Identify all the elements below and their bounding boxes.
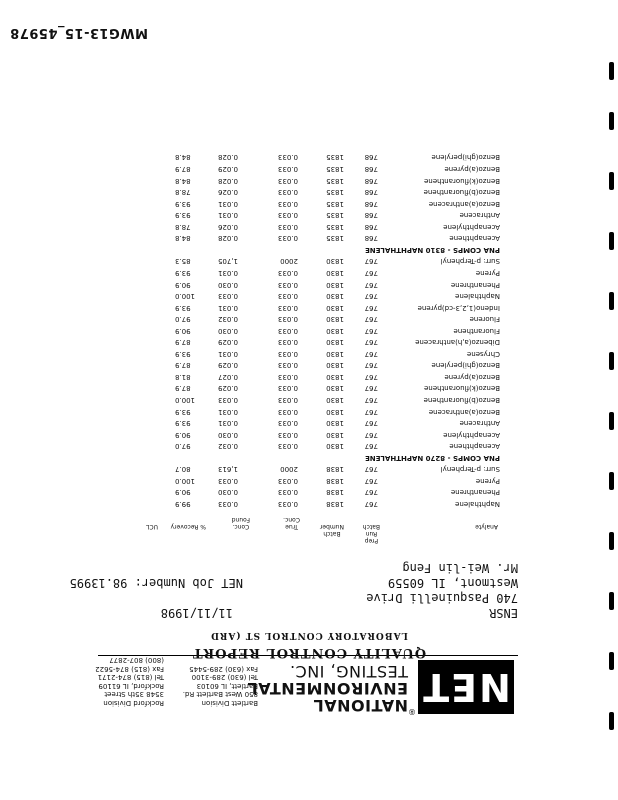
cell-prep-batch: 768 — [364, 199, 378, 208]
cell-analyte: Benzo(a)pyrene — [444, 372, 500, 381]
column-header-ucl — [146, 523, 158, 530]
cell-run-batch: 1830 — [326, 292, 344, 301]
branch-address-bartlett — [183, 665, 258, 708]
cell-pct-recovery: 99.9 — [175, 500, 191, 508]
table-row — [0, 208, 618, 219]
cell-analyte: Benzo(b)fluoranthene — [423, 396, 500, 405]
binder-mark — [609, 292, 614, 310]
column-header-prep-batch — [363, 523, 380, 544]
cell-analyte: Fluorene — [469, 315, 500, 324]
cell-prep-batch: 768 — [364, 165, 378, 174]
cell-conc-found: 0.029 — [218, 165, 239, 174]
cell-analyte: Benzo(a)anthracene — [428, 407, 500, 416]
branch-rockford-line: Rockford Division — [103, 699, 164, 707]
binder-mark — [609, 712, 614, 730]
branch-rockford-line: 3548 35th Street — [104, 690, 164, 699]
cell-conc-found: 0.032 — [218, 442, 239, 451]
cell-conc-found: 1,705 — [218, 257, 239, 266]
branch-bartlett-line: 850 West Bartlett Rd. — [182, 690, 258, 699]
cell-analyte: Indeno(1,2,3-cd)pyrene — [417, 303, 500, 312]
cell-true-conc: 0.033 — [277, 222, 298, 231]
cell-prep-batch: 767 — [364, 488, 378, 497]
cell-conc-found: 0.032 — [218, 315, 239, 324]
cell-true-conc: 0.033 — [277, 326, 298, 335]
column-header-conc-found-line: Conc. — [232, 523, 250, 530]
cell-prep-batch: 767 — [364, 257, 378, 266]
cell-conc-found: 0.026 — [218, 222, 239, 231]
cell-run-batch: 1830 — [326, 303, 344, 312]
cell-run-batch: 1838 — [326, 476, 344, 485]
client-address-line1: 740 Pasquinelli Drive — [366, 591, 518, 605]
cell-conc-found: 0.029 — [218, 384, 239, 393]
cell-analyte: Acenaphthene — [449, 442, 500, 451]
cell-run-batch: 1835 — [326, 188, 344, 197]
cell-run-batch: 1830 — [326, 269, 344, 277]
cell-conc-found: 0.028 — [218, 234, 239, 243]
cell-run-batch: 1830 — [326, 384, 344, 393]
column-header-run-batch — [320, 523, 344, 537]
table-row — [0, 416, 618, 427]
cell-analyte: Anthracene — [459, 211, 500, 220]
cell-prep-batch: 767 — [364, 361, 378, 370]
cell-analyte: Chrysene — [466, 349, 500, 358]
binder-mark — [609, 652, 614, 670]
cell-pct-recovery: 80.7 — [175, 465, 191, 474]
cell-run-batch: 1830 — [326, 326, 344, 335]
column-header-true-conc — [283, 516, 300, 530]
cell-analyte: Benzo(ghi)perylene — [431, 361, 500, 370]
cell-true-conc: 0.033 — [277, 292, 298, 301]
company-name-line2: ENVIRONMENTAL — [247, 679, 408, 698]
cell-pct-recovery: 87.9 — [175, 338, 191, 347]
cell-true-conc: 0.033 — [277, 338, 298, 347]
cell-conc-found: 0.026 — [218, 188, 239, 197]
cell-pct-recovery: 87.9 — [175, 165, 191, 174]
cell-run-batch: 1835 — [326, 222, 344, 231]
cell-true-conc: 2000 — [280, 465, 298, 474]
cell-true-conc: 0.033 — [277, 430, 298, 439]
binder-mark — [609, 62, 614, 80]
cell-analyte: Naphthalene — [455, 500, 500, 508]
cell-prep-batch: 767 — [364, 372, 378, 381]
cell-conc-found: 0.031 — [218, 349, 239, 358]
cell-prep-batch: 767 — [364, 476, 378, 485]
report-subtitle: LABORATORY CONTROL ST (ARD — [210, 630, 408, 640]
cell-run-batch: 1835 — [326, 176, 344, 185]
cell-prep-batch: 767 — [364, 419, 378, 428]
cell-pct-recovery: 90.9 — [175, 326, 191, 335]
report-title: QUALITY CONTROL REPORT — [191, 645, 427, 660]
cell-true-conc: 0.033 — [277, 384, 298, 393]
cell-pct-recovery: 100.0 — [175, 476, 196, 485]
column-header-pct-recovery-line: % Recovery — [170, 523, 206, 530]
cell-pct-recovery: 84.8 — [175, 234, 191, 243]
table-row — [0, 370, 618, 381]
column-header-analyte-label: Analyte — [475, 523, 498, 530]
table-section-header — [0, 451, 618, 462]
cell-analyte: Phenanthrene — [450, 280, 500, 289]
column-header-prep-batch-line: Prep — [364, 537, 379, 544]
cell-run-batch: 1830 — [326, 419, 344, 428]
table-row — [0, 382, 618, 393]
binder-mark — [609, 112, 614, 130]
cell-pct-recovery: 87.9 — [175, 361, 191, 370]
cell-conc-found: 0.031 — [218, 419, 239, 428]
table-row — [0, 312, 618, 323]
registered-mark: ® — [408, 707, 416, 716]
cell-conc-found: 0.031 — [218, 211, 239, 220]
cell-prep-batch: 768 — [364, 211, 378, 220]
cell-true-conc: 0.033 — [277, 442, 298, 451]
table-row — [0, 197, 618, 208]
cell-prep-batch: 767 — [364, 430, 378, 439]
cell-pct-recovery: 93.9 — [175, 419, 191, 428]
cell-run-batch: 1830 — [326, 315, 344, 324]
cell-true-conc: 0.033 — [277, 165, 298, 174]
client-attention: Mr. Wei-lin Feng — [402, 561, 518, 575]
branch-bartlett-line: Bartlett, IL 60103 — [196, 682, 258, 690]
branch-bartlett-line: Tel (630) 289-3100 — [191, 673, 258, 682]
cell-true-conc: 0.033 — [277, 303, 298, 312]
table-row — [0, 220, 618, 231]
cell-true-conc: 0.033 — [277, 476, 298, 485]
cell-analyte: Pyrene — [475, 476, 500, 485]
cell-conc-found: 0.029 — [218, 361, 239, 370]
cell-analyte: Surr: p-Terphenyl — [440, 257, 500, 266]
cell-conc-found: 0.027 — [218, 372, 239, 381]
cell-pct-recovery: 93.9 — [175, 269, 191, 277]
cell-run-batch: 1835 — [326, 199, 344, 208]
binder-mark — [609, 172, 614, 190]
cell-conc-found: 0.031 — [218, 407, 239, 416]
company-name-line3: TESTING, INC. — [289, 662, 408, 681]
cell-true-conc: 0.033 — [277, 488, 298, 497]
cell-pct-recovery: 90.9 — [175, 430, 191, 439]
cell-conc-found: 0.029 — [218, 338, 239, 347]
cell-prep-batch: 767 — [364, 396, 378, 405]
table-row — [0, 254, 618, 265]
cell-true-conc: 0.033 — [277, 372, 298, 381]
cell-true-conc: 0.033 — [277, 153, 298, 162]
cell-run-batch: 1835 — [326, 165, 344, 174]
cell-run-batch: 1830 — [326, 442, 344, 451]
cell-prep-batch: 767 — [364, 500, 378, 508]
cell-run-batch: 1838 — [326, 500, 344, 508]
cell-conc-found: 0.030 — [218, 488, 239, 497]
cell-true-conc: 0.033 — [277, 188, 298, 197]
binder-mark — [609, 232, 614, 250]
cell-true-conc: 0.033 — [277, 199, 298, 208]
cell-analyte: Benzo(a)anthracene — [428, 199, 500, 208]
cell-prep-batch: 768 — [364, 234, 378, 243]
cell-pct-recovery: 93.9 — [175, 303, 191, 312]
column-header-conc-found-line: Found — [231, 516, 250, 523]
table-row — [0, 151, 618, 162]
cell-prep-batch: 767 — [364, 442, 378, 451]
branch-bartlett-line: Fax (630) 289-5445 — [189, 665, 258, 673]
cell-run-batch: 1838 — [326, 488, 344, 497]
cell-analyte: Acenaphthene — [449, 234, 500, 243]
cell-true-conc: 0.033 — [277, 500, 298, 508]
branch-rockford-line: (800) 807-2877 — [109, 656, 164, 665]
cell-run-batch: 1830 — [326, 280, 344, 289]
cell-pct-recovery: 90.9 — [175, 280, 191, 289]
cell-true-conc: 0.033 — [277, 361, 298, 370]
cell-conc-found: 0.030 — [218, 326, 239, 335]
table-row — [0, 439, 618, 450]
cell-pct-recovery: 93.9 — [175, 211, 191, 220]
cell-conc-found: 0.033 — [218, 292, 239, 301]
cell-pct-recovery: 100.0 — [175, 292, 196, 301]
cell-analyte: Pyrene — [475, 269, 500, 277]
cell-analyte: Benzo(b)fluoranthene — [423, 188, 500, 197]
cell-prep-batch: 767 — [364, 292, 378, 301]
job-number: NET Job Number: 98.13995 — [69, 576, 243, 590]
cell-analyte: PNA COMPS - 8270 NAPHTHALENE — [365, 453, 500, 462]
cell-true-conc: 0.033 — [277, 211, 298, 220]
cell-true-conc: 0.033 — [277, 349, 298, 358]
cell-pct-recovery: 93.9 — [175, 349, 191, 358]
cell-run-batch: 1830 — [326, 407, 344, 416]
column-header-run-batch-line: Batch — [323, 530, 341, 537]
document-id: MWG13-15_45978 — [9, 25, 148, 40]
cell-conc-found: 1,613 — [218, 465, 239, 474]
table-row — [0, 358, 618, 369]
binder-mark — [609, 412, 614, 430]
cell-pct-recovery: 90.9 — [175, 488, 191, 497]
column-header-true-conc-line: True — [285, 523, 298, 530]
cell-analyte: PNA COMPS - 8310 NAPHTHALENE — [365, 245, 500, 254]
cell-analyte: Acenaphthylene — [443, 430, 500, 439]
table-row — [0, 393, 618, 404]
cell-run-batch: 1830 — [326, 349, 344, 358]
table-row — [0, 278, 618, 289]
cell-analyte: Surr: p-Terphenyl — [440, 465, 500, 474]
cell-prep-batch: 768 — [364, 222, 378, 231]
cell-true-conc: 0.033 — [277, 269, 298, 277]
cell-pct-recovery: 84.8 — [175, 153, 191, 162]
cell-prep-batch: 767 — [364, 280, 378, 289]
net-logo — [418, 660, 514, 714]
cell-prep-batch: 767 — [364, 349, 378, 358]
cell-run-batch: 1830 — [326, 257, 344, 266]
table-row — [0, 485, 618, 496]
branch-bartlett-line: Bartlett Division — [201, 699, 258, 707]
cell-prep-batch: 767 — [364, 384, 378, 393]
cell-true-conc: 0.033 — [277, 176, 298, 185]
table-row — [0, 266, 618, 277]
table-row — [0, 347, 618, 358]
cell-true-conc: 0.033 — [277, 315, 298, 324]
cell-prep-batch: 767 — [364, 315, 378, 324]
cell-prep-batch: 768 — [364, 176, 378, 185]
branch-rockford-line: Rockford, IL 61109 — [98, 682, 164, 690]
cell-conc-found: 0.028 — [218, 176, 239, 185]
cell-pct-recovery: 93.9 — [175, 407, 191, 416]
cell-prep-batch: 767 — [364, 326, 378, 335]
cell-true-conc: 0.033 — [277, 407, 298, 416]
column-header-ucl-line: UCL — [146, 523, 158, 530]
cell-run-batch: 1830 — [326, 396, 344, 405]
column-header-prep-batch-line: Run — [365, 530, 378, 537]
table-row — [0, 174, 618, 185]
table-row — [0, 462, 618, 473]
cell-analyte: Fluoranthene — [453, 326, 500, 335]
client-address-line2: Westmont, IL 60559 — [387, 576, 518, 590]
table-row — [0, 405, 618, 416]
cell-run-batch: 1835 — [326, 153, 344, 162]
cell-analyte: Benzo(ghi)perylene — [431, 153, 500, 162]
table-row — [0, 231, 618, 242]
cell-true-conc: 0.033 — [277, 419, 298, 428]
cell-run-batch: 1835 — [326, 234, 344, 243]
cell-pct-recovery: 87.9 — [175, 384, 191, 393]
cell-conc-found: 0.030 — [218, 430, 239, 439]
branch-rockford-line: Fax (815) 874-5622 — [95, 665, 164, 673]
cell-run-batch: 1830 — [326, 338, 344, 347]
cell-conc-found: 0.031 — [218, 269, 239, 277]
table-row — [0, 474, 618, 485]
cell-run-batch: 1830 — [326, 361, 344, 370]
report-date: 11/11/1998 — [160, 606, 233, 620]
cell-run-batch: 1830 — [326, 430, 344, 439]
cell-conc-found: 0.031 — [218, 303, 239, 312]
cell-prep-batch: 767 — [364, 338, 378, 347]
cell-run-batch: 1830 — [326, 372, 344, 381]
cell-analyte: Benzo(k)fluoranthene — [424, 176, 500, 185]
cell-conc-found: 0.030 — [218, 280, 239, 289]
cell-pct-recovery: 81.8 — [175, 372, 191, 381]
binder-mark — [609, 592, 614, 610]
cell-prep-batch: 767 — [364, 269, 378, 277]
cell-run-batch: 1835 — [326, 211, 344, 220]
cell-prep-batch: 767 — [364, 407, 378, 416]
cell-analyte: Naphthalene — [455, 292, 500, 301]
column-header-conc-found — [232, 516, 250, 530]
cell-pct-recovery: 97.0 — [175, 442, 191, 451]
table-row — [0, 324, 618, 335]
cell-analyte: Acenaphthylene — [443, 222, 500, 231]
cell-pct-recovery: 84.8 — [175, 176, 191, 185]
cell-pct-recovery: 97.0 — [175, 315, 191, 324]
cell-conc-found: 0.028 — [218, 153, 239, 162]
cell-true-conc: 0.033 — [277, 396, 298, 405]
company-name-line1: NATIONAL — [313, 696, 408, 715]
cell-pct-recovery: 78.8 — [175, 222, 191, 231]
table-row — [0, 162, 618, 173]
cell-true-conc: 0.033 — [277, 280, 298, 289]
column-header-prep-batch-line: Batch — [362, 523, 380, 530]
cell-true-conc: 0.033 — [277, 234, 298, 243]
binder-hole-marks — [598, 0, 618, 800]
cell-true-conc: 2000 — [280, 257, 298, 266]
table-section-header — [0, 243, 618, 254]
table-row — [0, 289, 618, 300]
cell-analyte: Anthracene — [459, 419, 500, 428]
column-header-true-conc-line: Conc. — [283, 516, 300, 523]
table-row — [0, 301, 618, 312]
branch-rockford-line: Tel (815) 874-2171 — [97, 673, 164, 682]
table-row — [0, 185, 618, 196]
column-header-analyte — [475, 523, 498, 530]
cell-conc-found: 0.033 — [218, 476, 239, 485]
cell-analyte: Benzo(k)fluoranthene — [424, 384, 500, 393]
column-header-run-batch-line: Number — [319, 523, 344, 530]
client-name: ENSR — [489, 606, 518, 620]
cell-run-batch: 1838 — [326, 465, 344, 474]
cell-conc-found: 0.033 — [218, 500, 239, 508]
table-row — [0, 497, 618, 508]
cell-conc-found: 0.033 — [218, 396, 239, 405]
cell-prep-batch: 768 — [364, 153, 378, 162]
cell-prep-batch: 767 — [364, 465, 378, 474]
cell-analyte: Phenanthrene — [450, 488, 500, 497]
table-row — [0, 428, 618, 439]
cell-pct-recovery: 78.8 — [175, 188, 191, 197]
branch-address-rockford — [95, 656, 164, 707]
column-header-pct-recovery — [171, 523, 206, 530]
cell-pct-recovery: 100.0 — [175, 396, 196, 405]
table-row — [0, 335, 618, 346]
binder-mark — [609, 472, 614, 490]
cell-pct-recovery: 93.9 — [175, 199, 191, 208]
binder-mark — [609, 352, 614, 370]
cell-prep-batch: 767 — [364, 303, 378, 312]
cell-analyte: Benzo(a)pyrene — [444, 165, 500, 174]
cell-pct-recovery: 85.3 — [175, 257, 191, 266]
cell-conc-found: 0.031 — [218, 199, 239, 208]
logo-text: NET — [421, 665, 511, 709]
binder-mark — [609, 532, 614, 550]
cell-prep-batch: 768 — [364, 188, 378, 197]
cell-analyte: Dibenzo(a,h)anthracene — [415, 338, 500, 347]
